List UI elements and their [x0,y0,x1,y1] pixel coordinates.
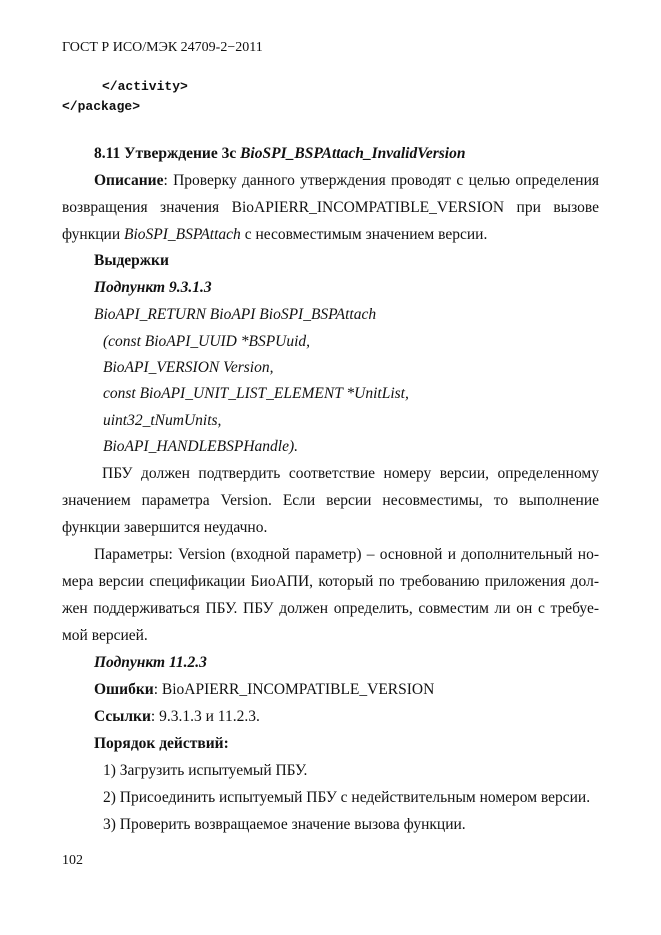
procedure-step: 1) Загрузить испытуемый ПБУ. [103,762,308,779]
section-number: 8.11 Утверждение 3с [94,145,237,162]
references-value: : 9.3.1.3 и 11.2.3. [150,708,260,725]
code-close-package: </package> [62,99,141,114]
errors-label: Ошибки [94,681,154,698]
signature-line: (const BioAPI_UUID *BSPUuid, [103,333,311,350]
signature-line: const BioAPI_UNIT_LIST_ELEMENT *UnitList, [103,385,409,402]
paragraph-1-line: значением параметра Version. Если версии несовместимы, то выполнение [62,492,599,509]
page-number: 102 [62,853,83,868]
errors-line [94,680,434,700]
procedure-step: 2) Присоединить испытуемый ПБУ с недействительным номером версии. [103,789,591,806]
paragraph-2-line: мой версией. [62,627,148,644]
signature-line: BioAPI_VERSION Version, [103,359,274,376]
subclause-9-3-1-3: Подпункт 9.3.1.3 [94,279,212,296]
paragraph-1-line: функции завершится неудачно. [62,519,268,536]
errors-value: : BioAPIERR_INCOMPATIBLE_VERSION [153,681,435,698]
signature-line: BioAPI_HANDLEBSPHandle). [103,438,299,455]
standard-header: ГОСТ Р ИСО/МЭК 24709-2−2011 [62,40,263,55]
procedure-label: Порядок действий: [94,735,229,752]
section-name: BioSPI_BSPAttach_InvalidVersion [240,145,466,162]
description-line-1: Описание: Проверку данного утверждения проводят с целью определения [94,172,599,189]
subclause-11-2-3: Подпункт 11.2.3 [94,654,207,671]
code-close-activity: </activity> [102,79,188,94]
references-label: Ссылки [94,708,151,725]
description-line-3: функции BioSPI_BSPAttach с несовместимым значением версии. [62,226,488,243]
references-line [94,707,260,727]
function-name: BioSPI_BSPAttach [124,226,241,243]
section-heading [94,144,465,164]
paragraph-1-line: ПБУ должен подтвердить соответствие номеру версии, определенному [102,465,599,482]
signature-line: BioAPI_RETURN BioAPI BioSPI_BSPAttach [94,306,377,323]
paragraph-2-line: Параметры: Version (входной параметр) – основной и дополнительный но- [94,546,599,563]
paragraph-2-line: мера версии спецификации БиоАПИ, который по требованию приложения дол- [62,573,599,590]
procedure-step: 3) Проверить возвращаемое значение вызова функции. [103,816,466,833]
description-label: Описание [94,172,164,189]
excerpts-label: Выдержки [94,252,169,269]
signature-line: uint32_tNumUnits, [103,412,222,429]
description-line-2: возвращения значения BioAPIERR_INCOMPATIBLE_VERSION при вызове [62,199,599,216]
paragraph-2-line: жен поддерживаться ПБУ. ПБУ должен определить, совместим ли он с требуе- [62,600,599,617]
